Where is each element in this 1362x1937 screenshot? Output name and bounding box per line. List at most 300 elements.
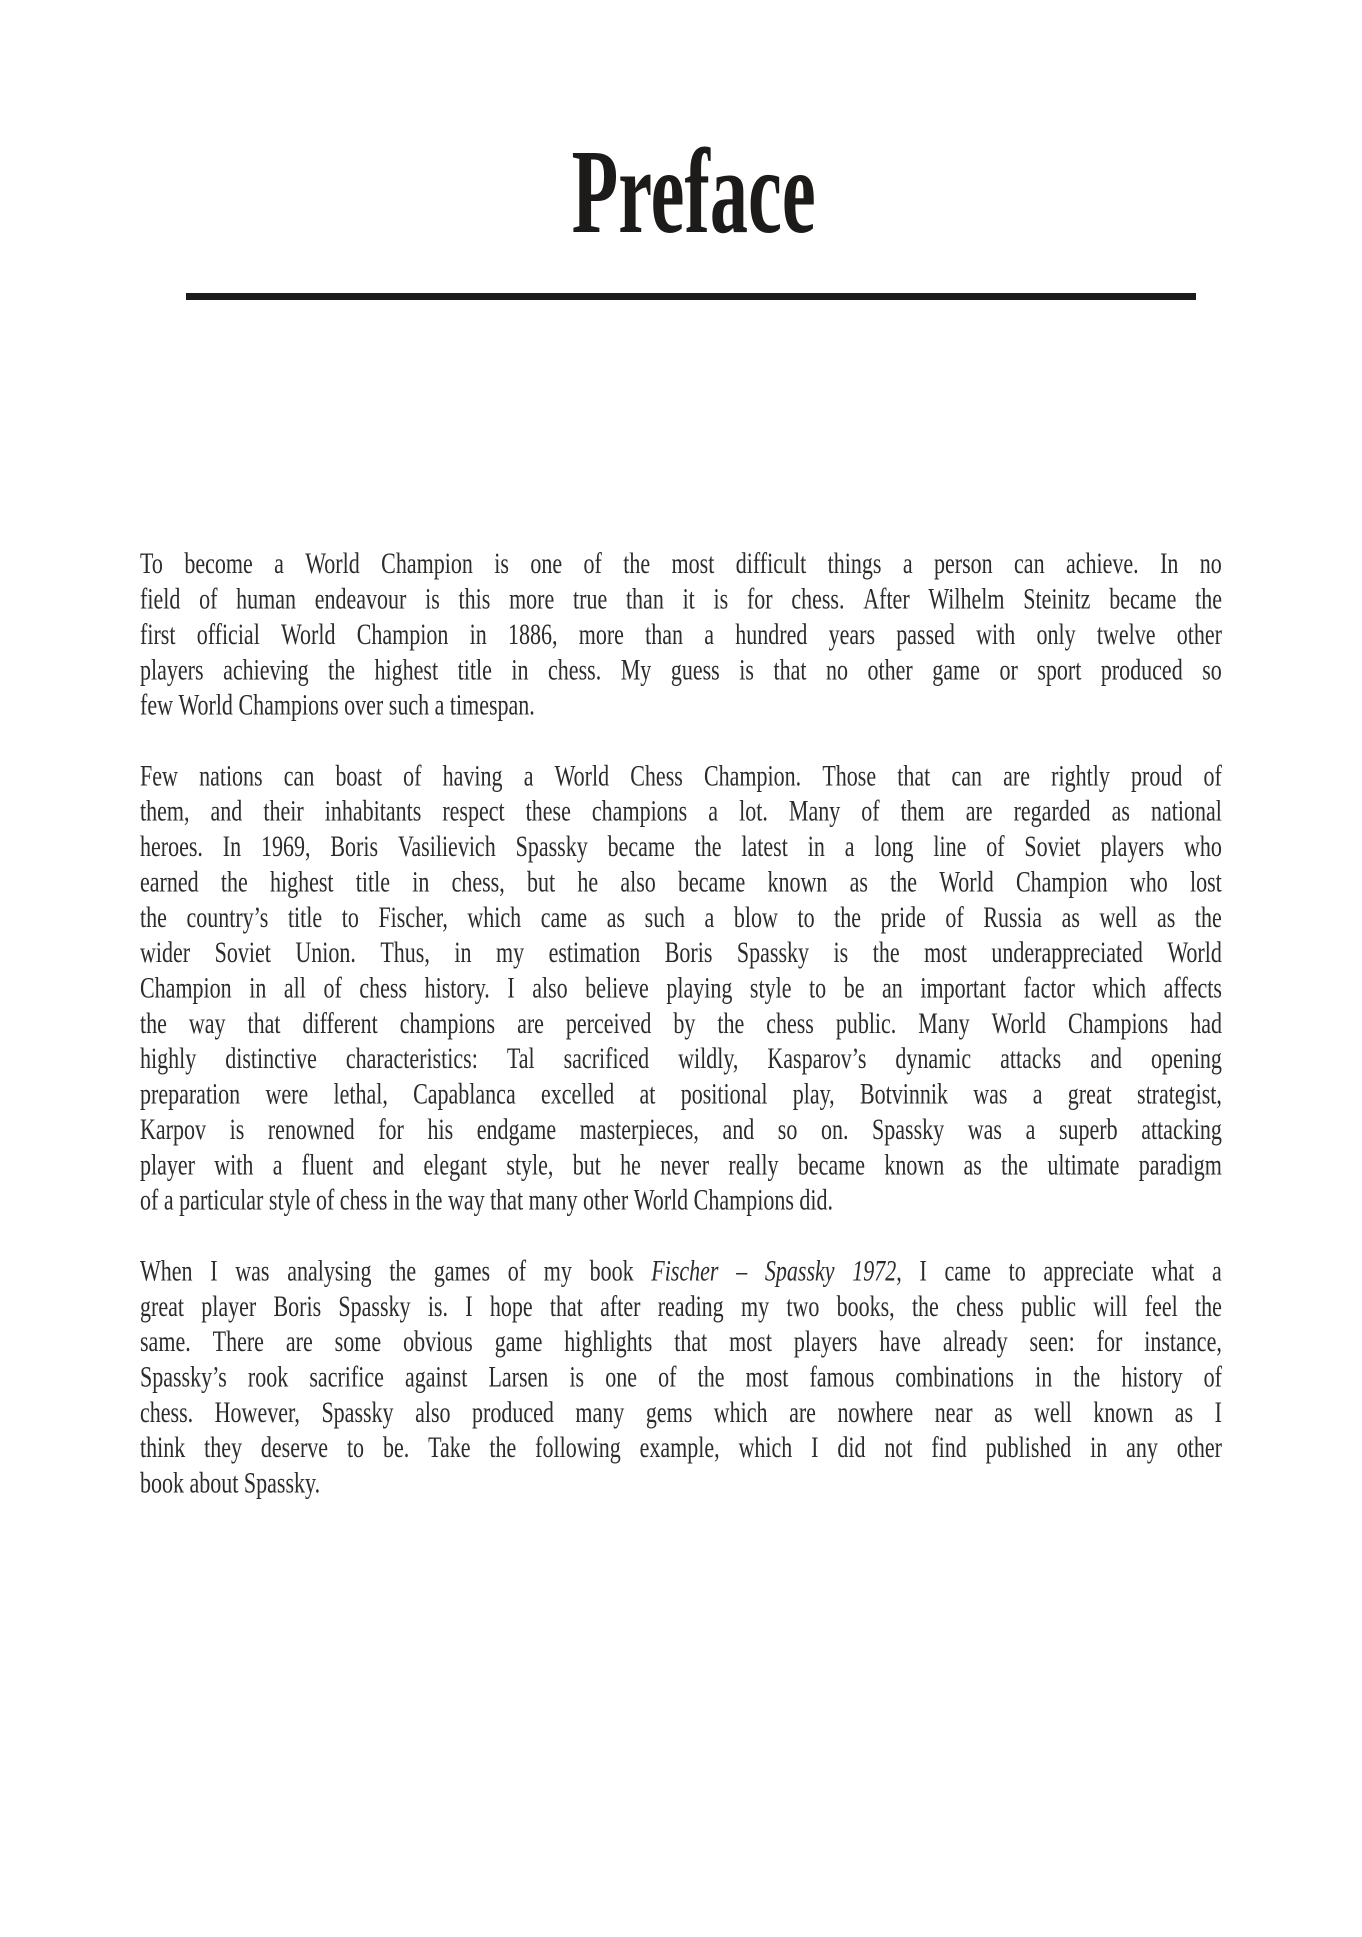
word: elegant <box>423 1147 488 1182</box>
word: become <box>184 546 253 580</box>
word: more <box>578 616 624 651</box>
word: for <box>746 581 773 616</box>
word: Thus, <box>380 934 430 969</box>
word: particular <box>179 1182 264 1217</box>
word: gems <box>645 1394 693 1429</box>
word: excelled <box>540 1076 615 1111</box>
word: great <box>1067 1076 1112 1111</box>
word: However, <box>214 1394 300 1429</box>
word: some <box>334 1323 382 1358</box>
word: game <box>932 652 980 687</box>
word: in <box>392 1182 411 1217</box>
word: history <box>1121 1359 1183 1394</box>
word: Spassky <box>321 1394 394 1429</box>
word: highest <box>374 652 439 687</box>
word: for <box>1096 1323 1123 1358</box>
word: World <box>633 1182 689 1217</box>
word: about <box>189 1465 239 1500</box>
word: with <box>976 616 1016 651</box>
word: Soviet <box>1024 828 1081 863</box>
word: than <box>625 581 664 616</box>
word: as <box>606 899 626 934</box>
word: World <box>939 864 994 899</box>
word: chess. <box>548 652 602 687</box>
word: they <box>204 1430 242 1464</box>
word: regarded <box>1013 793 1091 828</box>
word: lethal, <box>333 1076 388 1111</box>
word: of <box>1203 758 1222 793</box>
word: feel <box>1144 1288 1178 1323</box>
word: which <box>738 1430 793 1464</box>
word: Spassky. <box>243 1465 321 1500</box>
word: opening <box>1151 1041 1222 1076</box>
word: positional <box>680 1076 768 1111</box>
word: came <box>944 1253 991 1288</box>
word: Spassky <box>764 1253 835 1288</box>
text-line <box>140 617 1222 652</box>
word: Take <box>428 1430 471 1464</box>
word: of <box>403 758 422 793</box>
word: to <box>346 1430 365 1464</box>
word: near <box>934 1394 973 1429</box>
word: in <box>1090 1430 1108 1464</box>
word: than <box>645 616 684 651</box>
word: great <box>140 1288 184 1323</box>
word: achieve. <box>1065 546 1139 580</box>
word: after <box>600 1288 641 1323</box>
word: inhabitants <box>324 793 422 828</box>
word: produced <box>472 1394 554 1429</box>
word: the <box>1195 1288 1222 1323</box>
word: believe <box>585 970 649 1005</box>
word: of <box>658 1359 677 1394</box>
word: think <box>140 1430 186 1464</box>
word: of <box>507 1253 527 1288</box>
text-line <box>140 581 1222 616</box>
word: any <box>1126 1430 1158 1464</box>
word: perceived <box>565 1005 652 1040</box>
word: book <box>140 1465 184 1500</box>
word: affects <box>1163 970 1222 1005</box>
word: official <box>196 616 260 651</box>
word: way <box>188 1005 226 1040</box>
word: lot. <box>739 793 768 828</box>
word: timespan. <box>449 687 535 722</box>
word: became <box>607 828 675 863</box>
word: known <box>884 1147 945 1182</box>
word: are <box>789 1394 816 1429</box>
word: really <box>728 1147 779 1182</box>
word: them, <box>140 793 190 828</box>
word: the <box>623 546 651 580</box>
page-body <box>140 546 1222 1501</box>
word: ultimate <box>1047 1147 1120 1182</box>
word: rightly <box>1051 758 1110 793</box>
word: Spassky <box>736 934 810 969</box>
word: the <box>328 652 356 687</box>
word: in <box>412 864 430 899</box>
word: example, <box>639 1430 720 1464</box>
word: twelve <box>1096 616 1156 651</box>
word: most <box>745 1359 789 1394</box>
word: it <box>682 581 695 616</box>
word: to <box>809 970 827 1005</box>
word: years <box>828 616 876 651</box>
word: is. <box>427 1288 448 1323</box>
word: to <box>797 899 815 934</box>
word: guess <box>670 652 720 687</box>
word: strategist, <box>1136 1076 1222 1111</box>
word: one <box>605 1359 638 1394</box>
word: Spassky’s <box>140 1359 227 1394</box>
word: as <box>994 1394 1013 1429</box>
word: a <box>902 546 913 580</box>
word: Larsen <box>488 1359 549 1394</box>
word: in <box>511 652 529 687</box>
word: but <box>572 1147 601 1182</box>
word: over <box>344 687 384 722</box>
word: famous <box>809 1359 875 1394</box>
word: obvious <box>403 1323 473 1358</box>
word: to <box>341 899 359 934</box>
word: that <box>490 1182 524 1217</box>
word: did <box>837 1430 866 1464</box>
word: field <box>140 581 181 616</box>
word: chess <box>956 1288 1004 1323</box>
word: characteristics: <box>345 1041 478 1076</box>
word: Tal <box>506 1041 535 1076</box>
word: sacrifice <box>309 1359 384 1394</box>
word: be. <box>382 1430 410 1464</box>
word: same. <box>140 1323 191 1358</box>
word: as <box>1111 793 1130 828</box>
word: became <box>797 1147 865 1182</box>
word: players <box>140 652 204 687</box>
word: a <box>434 687 445 722</box>
word: Many <box>918 1005 970 1040</box>
word: analysing <box>287 1253 372 1288</box>
word: nowhere <box>837 1394 914 1429</box>
word: true <box>573 581 608 616</box>
word: no <box>826 652 848 687</box>
word: champions <box>399 1005 496 1040</box>
word: Spassky <box>515 828 588 863</box>
word: my <box>740 1288 770 1323</box>
word: will <box>1093 1288 1128 1323</box>
word: difficult <box>735 546 807 580</box>
word: of <box>1203 1359 1222 1394</box>
word: he <box>620 1147 641 1182</box>
word: more <box>509 581 555 616</box>
word: the <box>872 934 900 969</box>
word: players <box>1100 828 1165 863</box>
word: also <box>415 1394 451 1429</box>
word: player <box>140 1147 195 1182</box>
word: chess <box>766 1005 814 1040</box>
word: I <box>919 1253 927 1288</box>
word: to <box>1008 1253 1026 1288</box>
word: estimation <box>548 934 641 969</box>
word: title <box>287 899 323 934</box>
word: I <box>210 1253 218 1288</box>
word: my <box>495 934 525 969</box>
word: are <box>1003 758 1030 793</box>
word: latest <box>741 828 788 863</box>
word: of <box>583 546 602 580</box>
word: sport <box>1037 652 1082 687</box>
word: well <box>1099 899 1138 934</box>
word: nations <box>199 758 263 793</box>
word: a <box>274 546 284 580</box>
word: no <box>1199 546 1222 580</box>
word: highest <box>269 864 334 899</box>
word: rook <box>247 1359 289 1394</box>
word: 1886, <box>508 616 558 651</box>
word: reading <box>657 1288 724 1323</box>
word: of <box>861 793 880 828</box>
word: such <box>644 899 685 934</box>
word: seen: <box>1029 1323 1075 1358</box>
word: wildly, <box>678 1041 739 1076</box>
word: them <box>900 793 945 828</box>
word: endeavour <box>314 581 407 616</box>
word: of <box>986 828 1005 863</box>
text-line <box>140 546 1222 581</box>
word: he <box>577 864 599 899</box>
word: books, <box>836 1288 895 1323</box>
word: wider <box>140 934 191 969</box>
word: published <box>985 1430 1072 1464</box>
word: that <box>549 1288 583 1323</box>
word: fluent <box>301 1147 354 1182</box>
word: style <box>268 1182 311 1217</box>
word: paradigm <box>1138 1147 1222 1182</box>
word: things <box>827 546 882 580</box>
word: was <box>973 1076 1008 1111</box>
page-title-text: Preface <box>571 125 817 259</box>
word: not <box>884 1430 913 1464</box>
word: as <box>1061 899 1080 934</box>
word: country’s <box>186 899 269 934</box>
word: the <box>1194 899 1222 934</box>
word: I <box>811 1430 819 1464</box>
word: my <box>543 1253 572 1288</box>
word: that <box>897 758 931 793</box>
text-line <box>140 1182 1222 1217</box>
word: Chess <box>630 758 683 793</box>
word: were <box>265 1076 309 1111</box>
word: a <box>1025 1111 1036 1146</box>
word: appreciate <box>1043 1253 1134 1288</box>
word: came <box>540 899 588 934</box>
word: for <box>378 1111 404 1146</box>
word: is <box>833 934 849 969</box>
word: became <box>1109 581 1177 616</box>
word: of <box>945 899 964 934</box>
word: lost <box>1189 864 1222 899</box>
word: style, <box>506 1147 554 1182</box>
word: Champions <box>693 1182 794 1217</box>
word: a <box>704 899 715 934</box>
word: blow <box>733 899 778 934</box>
word: with <box>214 1147 254 1182</box>
word: proud <box>1131 758 1183 793</box>
paragraph <box>140 1253 1222 1501</box>
word: Russia <box>983 899 1043 934</box>
word: World <box>554 758 610 793</box>
word: many <box>528 1182 578 1217</box>
word: Boris <box>330 828 379 863</box>
word: so <box>1202 652 1222 687</box>
word: that <box>674 1323 708 1358</box>
word: style <box>749 970 792 1005</box>
word: is <box>713 581 729 616</box>
word: public. <box>835 1005 897 1040</box>
word: are <box>517 1005 544 1040</box>
word: heroes. <box>140 828 203 863</box>
word: is <box>425 581 440 616</box>
word: Champion <box>140 970 232 1005</box>
word: was <box>967 1111 1002 1146</box>
word: Few <box>140 758 178 793</box>
word: Capablanca <box>413 1076 516 1111</box>
text-line <box>140 900 1222 935</box>
word: most <box>924 934 967 969</box>
word: boast <box>335 758 382 793</box>
word: deserve <box>260 1430 329 1464</box>
word: which <box>467 899 522 934</box>
word: passed <box>896 616 955 651</box>
word: Soviet <box>214 934 271 969</box>
word: Spassky <box>338 1288 411 1323</box>
word: the <box>1001 1147 1029 1182</box>
word: My <box>620 652 652 687</box>
word: and <box>372 1147 405 1182</box>
word: his <box>427 1111 454 1146</box>
text-line <box>140 864 1222 899</box>
word: Wilhelm <box>928 581 1005 616</box>
word: by <box>673 1005 696 1040</box>
text-line <box>140 1112 1222 1147</box>
word: achieving <box>223 652 309 687</box>
word: and <box>210 793 243 828</box>
word: national <box>1150 793 1222 828</box>
word: the <box>717 1005 745 1040</box>
word: person <box>933 546 993 580</box>
word: public <box>1021 1288 1077 1323</box>
text-line <box>140 1076 1222 1111</box>
word: highlights <box>564 1323 653 1358</box>
word: also <box>532 970 568 1005</box>
word: Boris <box>273 1288 322 1323</box>
word: Champion. <box>703 758 802 793</box>
word: play, <box>792 1076 835 1111</box>
word: which <box>1092 970 1147 1005</box>
word: the <box>1195 581 1222 616</box>
word: the <box>834 899 862 934</box>
word: also <box>620 864 656 899</box>
word: find <box>931 1430 967 1464</box>
word: well <box>1033 1394 1072 1429</box>
word: Vasilievich <box>397 828 496 863</box>
word: the <box>694 828 722 863</box>
word: that <box>773 652 807 687</box>
word: distinctive <box>225 1041 317 1076</box>
word: so <box>777 1111 798 1146</box>
word: Champion <box>381 546 473 580</box>
word: respect <box>442 793 505 828</box>
text-line <box>140 829 1222 864</box>
word: masterpieces, <box>579 1111 699 1146</box>
word: many <box>575 1394 625 1429</box>
word: 1969, <box>261 828 311 863</box>
text-line <box>140 1324 1222 1359</box>
word: and <box>1090 1041 1123 1076</box>
word: Many <box>788 793 841 828</box>
word: the <box>140 1005 167 1040</box>
text-line <box>140 1006 1222 1041</box>
word: became <box>678 864 746 899</box>
word: and <box>722 1111 755 1146</box>
word: a <box>704 616 715 651</box>
word: as <box>963 1147 982 1182</box>
word: can <box>1014 546 1045 580</box>
word: can <box>283 758 315 793</box>
word: are <box>285 1323 313 1358</box>
word: such <box>388 687 430 722</box>
word: as <box>1156 899 1176 934</box>
word: the <box>890 864 918 899</box>
word: other <box>1176 616 1222 651</box>
text-line <box>140 652 1222 687</box>
word: a <box>844 828 855 863</box>
text-line <box>140 1253 1222 1288</box>
word: 1972, <box>852 1253 902 1288</box>
word: Fischer, <box>378 899 448 934</box>
word: Fischer <box>651 1253 719 1288</box>
word: other <box>583 1182 629 1217</box>
word: is <box>229 1111 245 1146</box>
word: playing <box>666 970 733 1005</box>
word: hundred <box>735 616 808 651</box>
word: at <box>639 1076 656 1111</box>
word: of <box>323 970 342 1005</box>
word: produced <box>1100 652 1183 687</box>
word: other <box>867 652 913 687</box>
text-line <box>140 1289 1222 1324</box>
word: In <box>222 828 242 863</box>
text-line <box>140 935 1222 970</box>
word: a <box>163 1182 174 1217</box>
word: the <box>389 1253 417 1288</box>
word: games <box>433 1253 491 1288</box>
word: champions <box>591 793 688 828</box>
word: Union. <box>295 934 356 969</box>
word: dynamic <box>895 1041 972 1076</box>
word: different <box>302 1005 378 1040</box>
word: history. <box>424 970 490 1005</box>
word: chess, <box>451 864 505 899</box>
word: the <box>697 1359 725 1394</box>
word: highly <box>140 1041 197 1076</box>
word: as <box>849 864 868 899</box>
word: most <box>729 1323 772 1358</box>
word: endgame <box>476 1111 557 1146</box>
word: World <box>305 546 360 580</box>
word: important <box>920 970 1006 1005</box>
word: title <box>457 652 492 687</box>
word: When <box>140 1253 193 1288</box>
